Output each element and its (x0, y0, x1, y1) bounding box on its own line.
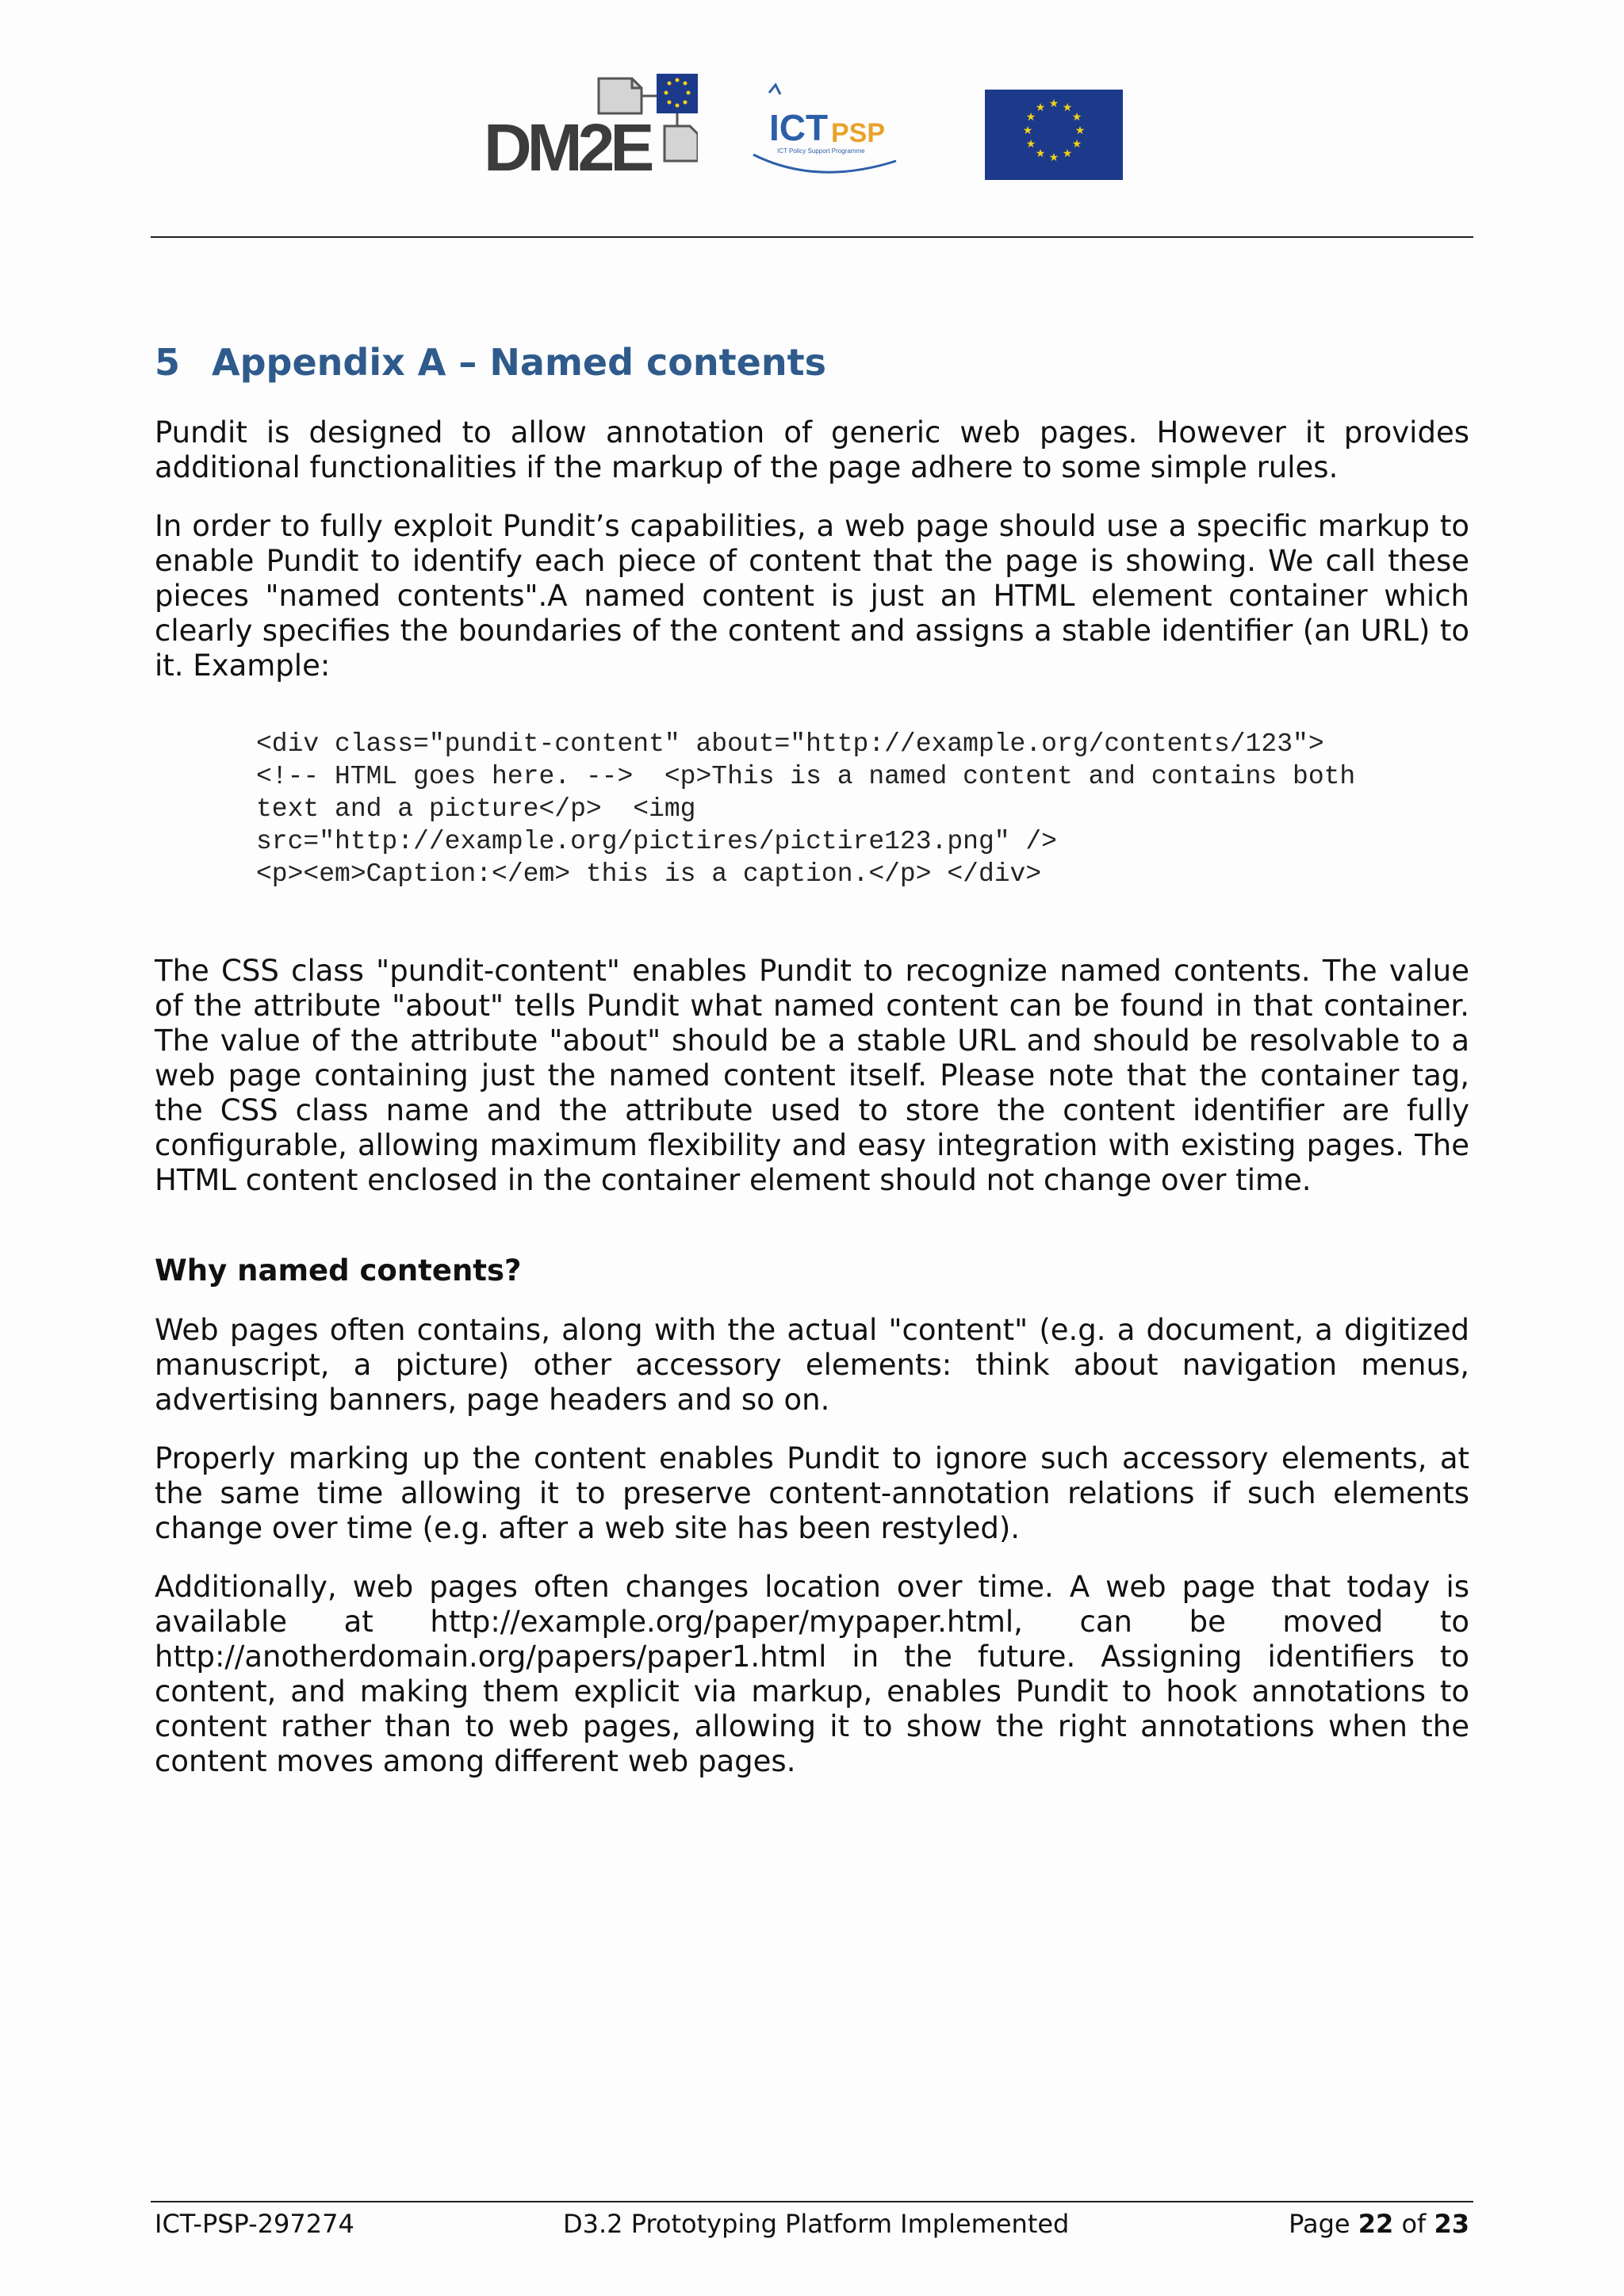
eu-flag-logo (985, 90, 1123, 180)
svg-text:★: ★ (1022, 124, 1033, 137)
paragraph: In order to fully exploit Pundit’s capabilities, a web page should use a specific markup to enable Pundit to identify each piece of content that the page is showing. We call these pieces "named contents".A named content is just an HTML element container which clearly specifies the boundaries of the content and assigns a stable identifier (an URL) to it. Example: (155, 509, 1469, 683)
svg-text:★: ★ (1025, 111, 1036, 124)
svg-text:★: ★ (1035, 147, 1046, 160)
ict-psp-logo (745, 75, 904, 178)
footer-document-title: D3.2 Prototyping Platform Implemented (563, 2209, 1070, 2239)
svg-text:★: ★ (1025, 138, 1036, 151)
code-line: <p><em>Caption:</em> this is a caption.</p> </div> (256, 859, 1042, 889)
paragraph: Web pages often contains, along with the actual "content" (e.g. a document, a digitized manuscript, a picture) other accessory elements: think about navigation menus, advertising banners, page headers and so on. (155, 1313, 1469, 1417)
code-line: text and a picture</p> <img (256, 794, 696, 824)
dm2e-logo (484, 72, 698, 175)
paragraph: Properly marking up the content enables Pundit to ignore such accessory elements, at the same time allowing it to preserve content-annotation relations if such elements change over time (e.g. after a web site has been restyled). (155, 1441, 1469, 1545)
paragraph: Pundit is designed to allow annotation of generic web pages. However it provides additional functionalities if the markup of the page adhere to some simple rules. (155, 415, 1469, 484)
svg-text:★: ★ (1062, 147, 1073, 160)
total-pages: 23 (1434, 2209, 1469, 2239)
paragraph: The CSS class "pundit-content" enables Pundit to recognize named contents. The value of the attribute "about" tells Pundit what named content can be found in that container. The value of the attribute "about" should be a stable URL and should be resolvable to a web page containing just the named content itself. Please note that the container tag, the CSS class name and the attribute used to store the content identifier are fully configurable, allowing maximum flexibility and easy integration with existing pages. The HTML content enclosed in the container element should not change over time. (155, 954, 1469, 1197)
header-divider (151, 236, 1473, 238)
page-prefix: Page (1289, 2209, 1358, 2239)
header-logos (0, 67, 1624, 186)
svg-text:★: ★ (1074, 124, 1086, 137)
svg-text:★: ★ (1048, 151, 1059, 164)
footer-divider (151, 2201, 1473, 2202)
footer-page-number (1289, 2206, 1469, 2242)
page-content (155, 341, 1469, 1779)
svg-text:ICT: ICT (769, 107, 829, 148)
svg-text:PSP: PSP (831, 118, 886, 148)
paragraph: Additionally, web pages often changes location over time. A web page that today is available at http://example.org/paper/mypaper.html, can be moved to http://anotherdomain.org/papers/paper1.html in the future. Assigning identifiers to content, and making them explicit via markup, enables Pundit to hook annotations to content rather than to web pages, allowing it to show the right annotations when the content moves among different web pages. (155, 1570, 1469, 1778)
code-example (256, 728, 1469, 890)
svg-text:★: ★ (1071, 111, 1082, 124)
svg-text:DM2E: DM2E (484, 110, 650, 175)
section-title: Appendix A – Named contents (212, 341, 826, 384)
svg-text:★: ★ (1048, 98, 1059, 110)
page-of: of (1393, 2209, 1434, 2239)
section-number: 5 (155, 341, 181, 384)
svg-text:★: ★ (1035, 101, 1046, 114)
current-page: 22 (1358, 2209, 1394, 2239)
section-heading (155, 341, 1469, 384)
subheading: Why named contents? (155, 1253, 522, 1288)
svg-text:ICT Policy Support Programme: ICT Policy Support Programme (777, 147, 865, 155)
page-footer (155, 2206, 1469, 2242)
code-line: <!-- HTML goes here. --> <p>This is a named content and contains both (256, 762, 1356, 791)
svg-text:★: ★ (1071, 138, 1082, 151)
code-line: src="http://example.org/pictires/pictire123.png" /> (256, 827, 1057, 856)
svg-text:★: ★ (1062, 101, 1073, 114)
code-line: <div class="pundit-content" about="http://example.org/contents/123"> (256, 729, 1324, 759)
footer-project-id: ICT-PSP-297274 (155, 2209, 354, 2239)
